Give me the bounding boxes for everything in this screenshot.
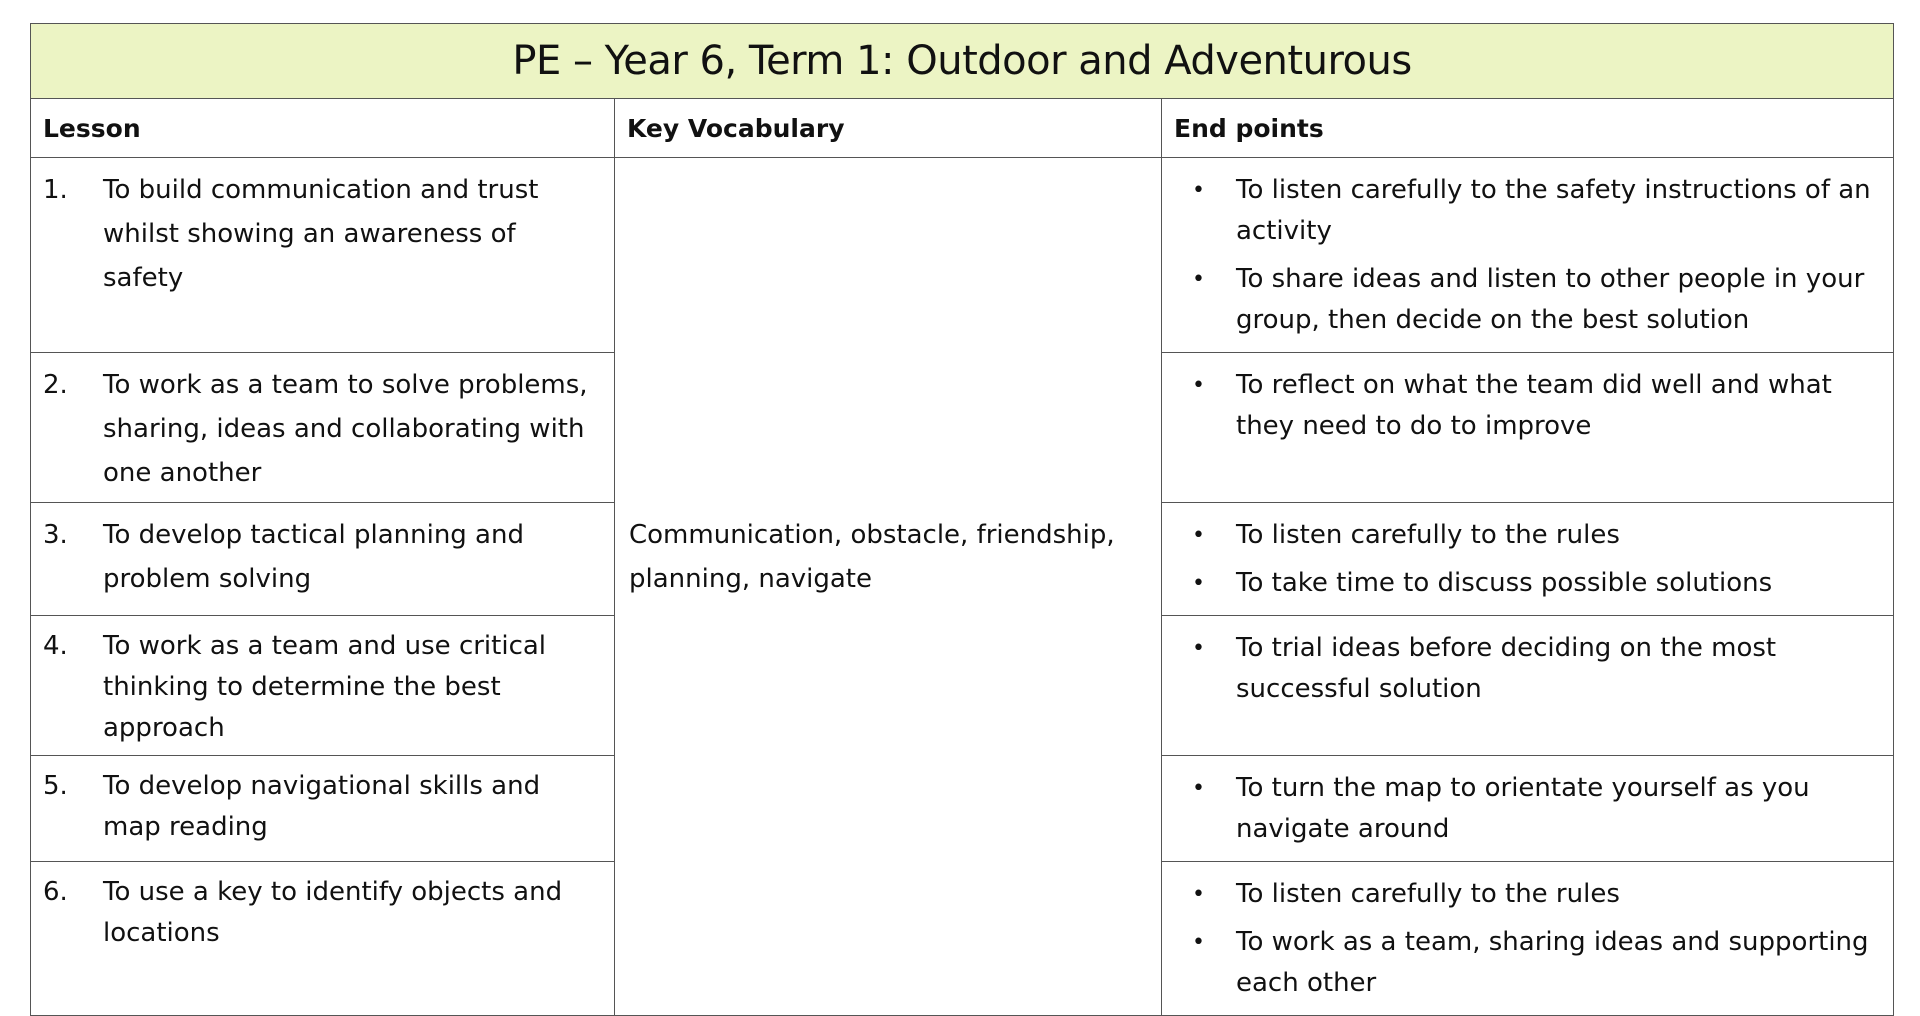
list-item — [1174, 922, 1883, 1004]
lesson-number: 2. — [43, 370, 68, 400]
list-item — [1174, 170, 1883, 252]
end-point-text: To listen carefully to the rules — [1236, 879, 1620, 909]
bullet-icon: • — [1192, 571, 1205, 596]
header-row — [31, 99, 1894, 158]
key-vocabulary-cell: Communication, obstacle, friendship, planning, navigate — [615, 158, 1162, 1016]
lesson-text: To build communication and trust whilst showing an awareness of safety — [103, 175, 539, 293]
lesson-number: 1. — [43, 175, 68, 205]
end-point-text: To reflect on what the team did well and what they need to do to improve — [1236, 370, 1832, 441]
lesson-text: To develop tactical planning and problem solving — [103, 520, 524, 594]
list-item — [1174, 515, 1883, 556]
end-point-text: To work as a team, sharing ideas and supporting each other — [1236, 927, 1869, 998]
bullet-icon: • — [1192, 636, 1205, 661]
lesson-cell — [31, 862, 615, 1016]
lesson-text: To work as a team and use critical thinking to determine the best approach — [103, 631, 547, 743]
end-points-cell — [1162, 756, 1894, 862]
end-point-text: To trial ideas before deciding on the most successful solution — [1236, 633, 1777, 704]
end-points-cell — [1162, 353, 1894, 503]
lesson-text: To develop navigational skills and map reading — [103, 771, 541, 842]
list-item — [1174, 874, 1883, 915]
list-item — [1174, 628, 1883, 710]
column-header-lesson: Lesson — [31, 99, 615, 158]
lesson-cell — [31, 503, 615, 616]
lesson-cell — [31, 158, 615, 353]
list-item — [1174, 259, 1883, 341]
lesson-text: To use a key to identify objects and locations — [103, 877, 563, 948]
bullet-icon: • — [1192, 882, 1205, 907]
lesson-number: 4. — [43, 631, 68, 661]
bullet-icon: • — [1192, 776, 1205, 801]
page-title: PE – Year 6, Term 1: Outdoor and Adventurous — [31, 24, 1894, 99]
list-item — [1174, 365, 1883, 447]
column-header-end-points: End points — [1162, 99, 1894, 158]
bullet-icon: • — [1192, 373, 1205, 398]
end-point-text: To share ideas and listen to other people in your group, then decide on the best solution — [1236, 264, 1865, 335]
lesson-cell — [31, 616, 615, 756]
end-point-text: To listen carefully to the safety instructions of an activity — [1236, 175, 1871, 246]
list-item — [1174, 563, 1883, 604]
end-point-text: To take time to discuss possible solutions — [1236, 568, 1773, 598]
curriculum-table — [30, 23, 1894, 1016]
lesson-cell — [31, 353, 615, 503]
bullet-icon: • — [1192, 178, 1205, 203]
lesson-number: 5. — [43, 771, 68, 801]
bullet-icon: • — [1192, 267, 1205, 292]
lesson-number: 3. — [43, 520, 68, 550]
end-points-cell — [1162, 158, 1894, 353]
end-point-text: To turn the map to orientate yourself as you navigate around — [1236, 773, 1810, 844]
end-points-cell — [1162, 616, 1894, 756]
list-item — [1174, 768, 1883, 850]
lesson-text: To work as a team to solve problems, sharing, ideas and collaborating with one another — [103, 370, 588, 488]
lesson-cell — [31, 756, 615, 862]
curriculum-table-wrapper — [30, 23, 1893, 1016]
column-header-key-vocabulary: Key Vocabulary — [615, 99, 1162, 158]
lesson-number: 6. — [43, 877, 68, 907]
end-point-text: To listen carefully to the rules — [1236, 520, 1620, 550]
end-points-cell — [1162, 862, 1894, 1016]
bullet-icon: • — [1192, 930, 1205, 955]
table-row — [31, 158, 1894, 353]
bullet-icon: • — [1192, 523, 1205, 548]
end-points-cell — [1162, 503, 1894, 616]
